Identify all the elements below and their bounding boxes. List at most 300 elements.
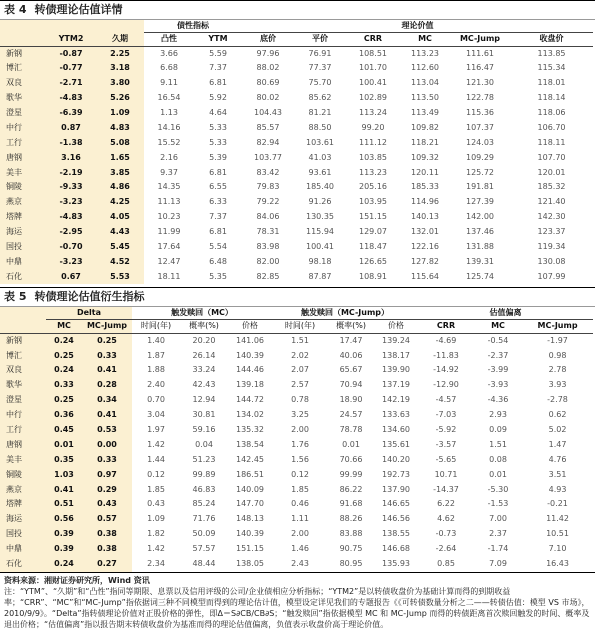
table-cell: 0.78 bbox=[291, 395, 309, 405]
row-name: 歌华 bbox=[0, 91, 46, 106]
table-cell: 146.65 bbox=[382, 499, 411, 509]
table-cell: 129.07 bbox=[359, 227, 387, 237]
table-cell: 1.76 bbox=[291, 439, 309, 449]
table-row bbox=[0, 527, 593, 542]
table-cell: 0.57 bbox=[82, 512, 132, 527]
table-cell: -4.69 bbox=[435, 335, 457, 345]
table-cell: 0.28 bbox=[82, 378, 132, 393]
table-row bbox=[0, 557, 593, 572]
table-cell: 114.96 bbox=[411, 197, 439, 207]
table-cell: 139.90 bbox=[382, 365, 411, 375]
table-cell: 7.10 bbox=[548, 544, 567, 554]
row-name: 海运 bbox=[0, 512, 46, 527]
table-cell: 18.11 bbox=[157, 271, 181, 281]
table-cell: 33.24 bbox=[192, 365, 216, 375]
table-cell: 120.01 bbox=[537, 167, 566, 177]
row-name: 博汇 bbox=[0, 348, 46, 363]
table-cell: 113.49 bbox=[411, 108, 439, 117]
table-cell: 65.67 bbox=[339, 365, 363, 375]
table-cell: 81.21 bbox=[308, 108, 332, 117]
row-name: 石化 bbox=[0, 269, 46, 284]
table-cell: 134.02 bbox=[236, 410, 264, 420]
col-header: MC-Jump bbox=[450, 32, 510, 46]
table-cell: 79.22 bbox=[256, 197, 280, 207]
table-cell: 0.24 bbox=[46, 557, 82, 572]
table-row bbox=[0, 165, 593, 180]
table-cell: 10.23 bbox=[157, 212, 181, 222]
table-cell: -3.23 bbox=[46, 195, 96, 210]
col-header bbox=[0, 32, 46, 46]
table-cell: 137.90 bbox=[382, 484, 411, 494]
table-cell: -1.53 bbox=[487, 499, 509, 509]
table-cell: 46.83 bbox=[192, 484, 216, 494]
table-cell: 122.16 bbox=[411, 242, 439, 252]
table-cell: 0.41 bbox=[82, 363, 132, 378]
table-cell: 140.39 bbox=[236, 529, 264, 539]
table-cell: 115.94 bbox=[306, 227, 334, 237]
table-cell: 6.55 bbox=[209, 182, 227, 192]
table-row bbox=[0, 180, 593, 195]
table-cell: 147.70 bbox=[236, 499, 264, 509]
row-name: 工行 bbox=[0, 135, 46, 150]
table-cell: 0.12 bbox=[147, 469, 165, 479]
table-cell: 5.35 bbox=[209, 271, 227, 281]
table-cell: 4.83 bbox=[96, 120, 144, 135]
table-cell: 0.36 bbox=[46, 408, 82, 423]
table-cell: 140.39 bbox=[236, 350, 264, 360]
table-cell: 1.46 bbox=[291, 544, 309, 554]
table-cell: 134.60 bbox=[382, 425, 411, 435]
table-cell: 9.37 bbox=[160, 167, 178, 177]
table-cell: 125.72 bbox=[466, 167, 494, 177]
table-row bbox=[0, 363, 593, 378]
table-cell: 132.01 bbox=[411, 227, 439, 237]
group-trigger-mc-jump: 触发赎回（MC-Jump） bbox=[272, 307, 418, 319]
table-cell: 3.16 bbox=[46, 150, 96, 165]
table-cell: 103.85 bbox=[359, 152, 387, 162]
table-cell: 79.83 bbox=[256, 182, 280, 192]
table-cell: 4.93 bbox=[548, 484, 567, 494]
table-cell: -0.87 bbox=[46, 46, 96, 61]
table-row bbox=[0, 482, 593, 497]
table-row bbox=[0, 437, 593, 452]
table-cell: 1.42 bbox=[147, 439, 165, 449]
row-name: 海运 bbox=[0, 225, 46, 240]
col-header: 时间(年) bbox=[272, 319, 328, 333]
table-cell: -4.83 bbox=[46, 210, 96, 225]
table-cell: 77.37 bbox=[308, 63, 332, 73]
table-cell: 119.34 bbox=[537, 242, 566, 252]
table-cell: 17.47 bbox=[339, 335, 363, 345]
table-cell: 90.75 bbox=[339, 544, 363, 554]
row-name: 塔牌 bbox=[0, 210, 46, 225]
table-cell: 59.16 bbox=[192, 425, 216, 435]
table-cell: -2.78 bbox=[547, 395, 568, 405]
table-cell: 0.97 bbox=[82, 467, 132, 482]
row-name: 塔牌 bbox=[0, 497, 46, 512]
table-cell: 0.00 bbox=[82, 437, 132, 452]
table-cell: 5.33 bbox=[209, 137, 227, 147]
table-cell: 130.08 bbox=[537, 256, 566, 266]
table-cell: 5.53 bbox=[96, 269, 144, 284]
footnote-text: 注：“YTM”、“久期”和“凸性”指同等期限、息票以及信用评级的公司/企业债相应分析指标；“YTM2”是以转债收盘价为基础计算而得的到期收益率；“CRR”、“MC”和“MC-Jump”指依据词三种不同模型而得到的理论估计值，模型设定详见我们的专题报告《《可转债数量分析之二——转债估值：模型 VS 市场》，2010/9/9》。“Delta”指转债理论价值对正股价格的弹性，即Δ＝S∂CB/CB∂S；“触发赎回”指依据模型 MC 和 MC-Jump 而得的转债距离首次赎回触发的时间、概率及退出价格；“估值偏离”指以报告期末转债收盘价为基准而得的理论估值偏离，负值表示收盘价高于理论价值。 bbox=[4, 586, 590, 629]
table-cell: 108.91 bbox=[359, 271, 387, 281]
col-header: 收盘价 bbox=[510, 32, 593, 46]
table-cell: 24.57 bbox=[339, 410, 363, 420]
table-cell: 82.94 bbox=[256, 137, 280, 147]
table-cell: 111.12 bbox=[359, 137, 387, 147]
table-cell: -0.70 bbox=[46, 240, 96, 255]
table-cell: 1.85 bbox=[147, 484, 165, 494]
table-cell: 6.81 bbox=[209, 78, 227, 88]
table-cell: 1.88 bbox=[147, 365, 165, 375]
table-cell: 0.35 bbox=[46, 452, 82, 467]
table-cell: 85.24 bbox=[192, 499, 216, 509]
col-header: 价格 bbox=[374, 319, 418, 333]
table-cell: -0.54 bbox=[487, 335, 509, 345]
table-cell: 191.81 bbox=[466, 182, 494, 192]
table-row bbox=[0, 61, 593, 76]
table-cell: 100.41 bbox=[359, 78, 387, 88]
row-name: 双良 bbox=[0, 363, 46, 378]
table-row bbox=[0, 467, 593, 482]
table-row bbox=[0, 393, 593, 408]
table-cell: 118.47 bbox=[359, 242, 387, 252]
table-row bbox=[0, 512, 593, 527]
table-cell: 127.39 bbox=[466, 197, 494, 207]
table-cell: 101.70 bbox=[359, 63, 387, 73]
row-name: 铜陵 bbox=[0, 180, 46, 195]
col-header: 平价 bbox=[294, 32, 346, 46]
table-cell: 151.15 bbox=[359, 212, 387, 222]
table-cell: -12.90 bbox=[433, 380, 459, 390]
table-cell: 186.51 bbox=[236, 469, 264, 479]
table-cell: 1.56 bbox=[291, 454, 309, 464]
table-cell: -5.65 bbox=[435, 454, 457, 464]
table-cell: 118.01 bbox=[537, 78, 566, 88]
table-cell: 14.16 bbox=[157, 122, 181, 132]
col-header: 久期 bbox=[96, 32, 144, 46]
table-cell: -4.57 bbox=[435, 395, 457, 405]
table-cell: 0.87 bbox=[46, 120, 96, 135]
table-cell: 185.33 bbox=[411, 182, 439, 192]
table-cell: 137.19 bbox=[382, 380, 411, 390]
row-name: 燕京 bbox=[0, 195, 46, 210]
table-cell: -14.92 bbox=[433, 365, 459, 375]
table-row bbox=[0, 120, 593, 135]
table-cell: 17.64 bbox=[157, 242, 181, 252]
table-cell: -14.37 bbox=[433, 484, 459, 494]
table-row bbox=[0, 225, 593, 240]
table-cell: 115.34 bbox=[537, 63, 566, 73]
table-cell: 135.32 bbox=[236, 425, 264, 435]
table-cell: 5.54 bbox=[209, 242, 227, 252]
col-header: MC bbox=[400, 32, 450, 46]
table-cell: 103.95 bbox=[359, 197, 387, 207]
table-cell: 1.87 bbox=[147, 350, 165, 360]
table-cell: -1.74 bbox=[487, 544, 509, 554]
table-cell: -3.93 bbox=[487, 380, 509, 390]
table-row bbox=[0, 254, 593, 269]
table-cell: 26.14 bbox=[192, 350, 216, 360]
col-header: 凸性 bbox=[144, 32, 194, 46]
table-cell: 125.74 bbox=[466, 271, 494, 281]
table-cell: 138.05 bbox=[236, 559, 264, 569]
row-name: 国投 bbox=[0, 240, 46, 255]
table-cell: -11.83 bbox=[433, 350, 459, 360]
table-cell: -2.71 bbox=[46, 76, 96, 91]
table-cell: -5.30 bbox=[487, 484, 509, 494]
table-cell: 144.72 bbox=[236, 395, 264, 405]
row-name: 中行 bbox=[0, 408, 46, 423]
table-cell: 5.26 bbox=[96, 91, 144, 106]
row-name: 新钢 bbox=[0, 333, 46, 348]
source-line: 资料来源：湘财证券研究所，Wind 资讯 bbox=[4, 575, 150, 585]
group-bond-metrics: 债性指标 bbox=[144, 20, 242, 32]
table-cell: 3.85 bbox=[96, 165, 144, 180]
row-name: 中鼎 bbox=[0, 254, 46, 269]
table-cell: 109.82 bbox=[411, 122, 439, 132]
table-row bbox=[0, 135, 593, 150]
table-cell: -3.23 bbox=[46, 254, 96, 269]
table-cell: 1.82 bbox=[147, 529, 165, 539]
table-cell: 146.68 bbox=[382, 544, 411, 554]
table-row bbox=[0, 210, 593, 225]
table-row bbox=[0, 378, 593, 393]
table-cell: 83.88 bbox=[339, 529, 363, 539]
table-cell: 144.46 bbox=[236, 365, 264, 375]
table-cell: 100.41 bbox=[306, 242, 334, 252]
table-cell: 99.89 bbox=[192, 469, 216, 479]
table-cell: 109.32 bbox=[411, 152, 439, 162]
table-cell: 12.94 bbox=[192, 395, 216, 405]
table-cell: 91.26 bbox=[308, 197, 332, 207]
table-cell: -4.36 bbox=[487, 395, 509, 405]
table-cell: 0.27 bbox=[82, 557, 132, 572]
row-name: 博汇 bbox=[0, 61, 46, 76]
table-cell: 0.43 bbox=[82, 497, 132, 512]
table-cell: 85.57 bbox=[256, 122, 280, 132]
table-cell: 0.09 bbox=[489, 425, 507, 435]
table-row bbox=[0, 76, 593, 91]
table-cell: 0.56 bbox=[46, 512, 82, 527]
table-cell: -2.95 bbox=[46, 225, 96, 240]
table-cell: 1.85 bbox=[291, 484, 309, 494]
table-cell: 87.87 bbox=[308, 271, 332, 281]
col-header: MC bbox=[474, 319, 522, 333]
table-cell: 83.42 bbox=[256, 167, 280, 177]
table-cell: 5.02 bbox=[548, 425, 567, 435]
table-row bbox=[0, 150, 593, 165]
table-cell: 16.43 bbox=[546, 559, 569, 569]
table-cell: 2.25 bbox=[96, 46, 144, 61]
table-cell: 142.00 bbox=[466, 212, 494, 222]
table-cell: 10.51 bbox=[546, 529, 569, 539]
group-delta: Delta bbox=[46, 307, 132, 319]
table-cell: 2.07 bbox=[291, 365, 309, 375]
table-cell: 104.43 bbox=[254, 108, 282, 117]
table-cell: 18.90 bbox=[339, 395, 363, 405]
table-cell: 20.20 bbox=[192, 335, 216, 345]
table-cell: 127.82 bbox=[411, 256, 439, 266]
table-cell: 115.36 bbox=[466, 108, 494, 117]
table-cell: 80.69 bbox=[256, 78, 280, 88]
table-cell: 1.51 bbox=[291, 335, 309, 345]
table-cell: -7.03 bbox=[435, 410, 457, 420]
table-cell: 138.54 bbox=[236, 439, 264, 449]
table-cell: 75.70 bbox=[308, 78, 332, 88]
table-cell: -0.73 bbox=[435, 529, 457, 539]
table-cell: 6.33 bbox=[209, 197, 227, 207]
table-cell: 5.33 bbox=[209, 122, 227, 132]
table-cell: 11.99 bbox=[157, 227, 181, 237]
table-cell: 42.43 bbox=[192, 380, 216, 390]
table-cell: 133.63 bbox=[382, 410, 411, 420]
table-cell: 3.80 bbox=[96, 76, 144, 91]
table-cell: 140.13 bbox=[411, 212, 439, 222]
table-cell: 0.01 bbox=[489, 469, 507, 479]
table-cell: 0.12 bbox=[291, 469, 309, 479]
table-cell: 14.35 bbox=[157, 182, 181, 192]
table-cell: 1.44 bbox=[147, 454, 165, 464]
table-cell: 142.45 bbox=[236, 454, 264, 464]
table-cell: 51.23 bbox=[192, 454, 216, 464]
table-cell: 135.61 bbox=[382, 439, 411, 449]
table5-caption: 表 5 转债理论估值衍生指标 bbox=[0, 287, 595, 307]
table-cell: 57.57 bbox=[192, 544, 216, 554]
table-cell: 4.52 bbox=[96, 254, 144, 269]
row-name: 国投 bbox=[0, 527, 46, 542]
table-cell: 2.00 bbox=[291, 425, 309, 435]
table-row bbox=[0, 195, 593, 210]
table-cell: 99.99 bbox=[339, 469, 363, 479]
table-cell: 0.39 bbox=[46, 527, 82, 542]
table-row bbox=[0, 91, 593, 106]
table-cell: -2.19 bbox=[46, 165, 96, 180]
table-cell: 4.76 bbox=[548, 454, 567, 464]
table-cell: 113.23 bbox=[411, 48, 439, 58]
table-cell: 40.06 bbox=[339, 350, 363, 360]
table-cell: 0.62 bbox=[548, 410, 567, 420]
col-header: MC bbox=[46, 319, 82, 333]
table-cell: 137.46 bbox=[466, 227, 494, 237]
table4 bbox=[0, 20, 593, 284]
table-cell: 4.05 bbox=[96, 210, 144, 225]
table-cell: 0.98 bbox=[548, 350, 567, 360]
table-cell: 12.47 bbox=[157, 256, 181, 266]
table-cell: 83.98 bbox=[256, 242, 280, 252]
table-cell: 1.03 bbox=[46, 467, 82, 482]
table-cell: 116.47 bbox=[466, 63, 494, 73]
table-cell: 113.85 bbox=[537, 48, 566, 58]
table-cell: 4.64 bbox=[209, 108, 227, 117]
table-cell: 3.66 bbox=[160, 48, 178, 58]
table-row bbox=[0, 269, 593, 284]
table-cell: 80.95 bbox=[339, 559, 363, 569]
table-cell: 0.70 bbox=[147, 395, 165, 405]
table-cell: 6.22 bbox=[437, 499, 455, 509]
row-name: 歌华 bbox=[0, 378, 46, 393]
table-cell: 93.61 bbox=[308, 167, 332, 177]
table-cell: 91.68 bbox=[339, 499, 363, 509]
table-row bbox=[0, 333, 593, 348]
table-cell: 5.92 bbox=[209, 93, 227, 103]
table-cell: -3.57 bbox=[435, 439, 457, 449]
table-cell: 1.97 bbox=[147, 425, 165, 435]
table4-caption: 表 4 转债理论估值详情 bbox=[0, 0, 595, 20]
table-cell: 0.41 bbox=[46, 482, 82, 497]
table-cell: 103.61 bbox=[306, 137, 334, 147]
table-cell: 1.42 bbox=[147, 544, 165, 554]
table-cell: 122.78 bbox=[466, 93, 494, 103]
table-cell: 5.08 bbox=[96, 135, 144, 150]
table-cell: 0.51 bbox=[46, 497, 82, 512]
table-cell: 9.11 bbox=[160, 78, 178, 88]
table-cell: 0.04 bbox=[195, 439, 213, 449]
table-cell: 120.11 bbox=[411, 167, 439, 177]
table5 bbox=[0, 307, 593, 571]
table-cell: 107.99 bbox=[537, 271, 566, 281]
table-row bbox=[0, 408, 593, 423]
table-cell: 2.34 bbox=[147, 559, 165, 569]
table-cell: 4.43 bbox=[96, 225, 144, 240]
table-cell: 113.23 bbox=[359, 167, 387, 177]
table-cell: 6.48 bbox=[209, 256, 227, 266]
table-cell: 107.37 bbox=[466, 122, 494, 132]
table-cell: 113.50 bbox=[411, 93, 439, 103]
row-name: 澄星 bbox=[0, 393, 46, 408]
table-cell: 10.71 bbox=[434, 469, 458, 479]
table-cell: 2.40 bbox=[147, 380, 165, 390]
table-cell: 0.25 bbox=[46, 348, 82, 363]
table-cell: 0.08 bbox=[489, 454, 507, 464]
table-cell: 113.24 bbox=[359, 108, 387, 117]
row-name: 新钢 bbox=[0, 46, 46, 61]
table-cell: 0.33 bbox=[82, 452, 132, 467]
table-cell: 146.56 bbox=[382, 514, 411, 524]
table-cell: 139.24 bbox=[382, 335, 411, 345]
table-row bbox=[0, 348, 593, 363]
table-cell: 5.45 bbox=[96, 240, 144, 255]
table-cell: 0.29 bbox=[82, 482, 132, 497]
table-cell: 2.43 bbox=[291, 559, 309, 569]
table-cell: -6.39 bbox=[46, 106, 96, 121]
col-header bbox=[0, 319, 46, 333]
table-cell: 2.37 bbox=[489, 529, 507, 539]
table-cell: 118.14 bbox=[537, 93, 566, 103]
col-header: MC-Jump bbox=[82, 319, 132, 333]
table-cell: -5.92 bbox=[435, 425, 457, 435]
table-cell: 1.09 bbox=[147, 514, 165, 524]
table-cell: 11.42 bbox=[546, 514, 569, 524]
table-cell: 11.13 bbox=[157, 197, 181, 207]
table-cell: 115.64 bbox=[411, 271, 439, 281]
table-cell: 78.78 bbox=[339, 425, 363, 435]
col-header: 底价 bbox=[242, 32, 294, 46]
table-cell: 4.25 bbox=[96, 195, 144, 210]
table-cell: 1.40 bbox=[147, 335, 165, 345]
table-cell: 4.62 bbox=[437, 514, 455, 524]
table-cell: -0.77 bbox=[46, 61, 96, 76]
col-header: 价格 bbox=[228, 319, 272, 333]
table-cell: -2.37 bbox=[487, 350, 509, 360]
col-header: MC-Jump bbox=[522, 319, 593, 333]
table-cell: 7.37 bbox=[209, 63, 227, 73]
footnote bbox=[0, 572, 595, 632]
table-cell: 138.55 bbox=[382, 529, 411, 539]
col-header: CRR bbox=[346, 32, 400, 46]
table-cell: 6.68 bbox=[160, 63, 178, 73]
